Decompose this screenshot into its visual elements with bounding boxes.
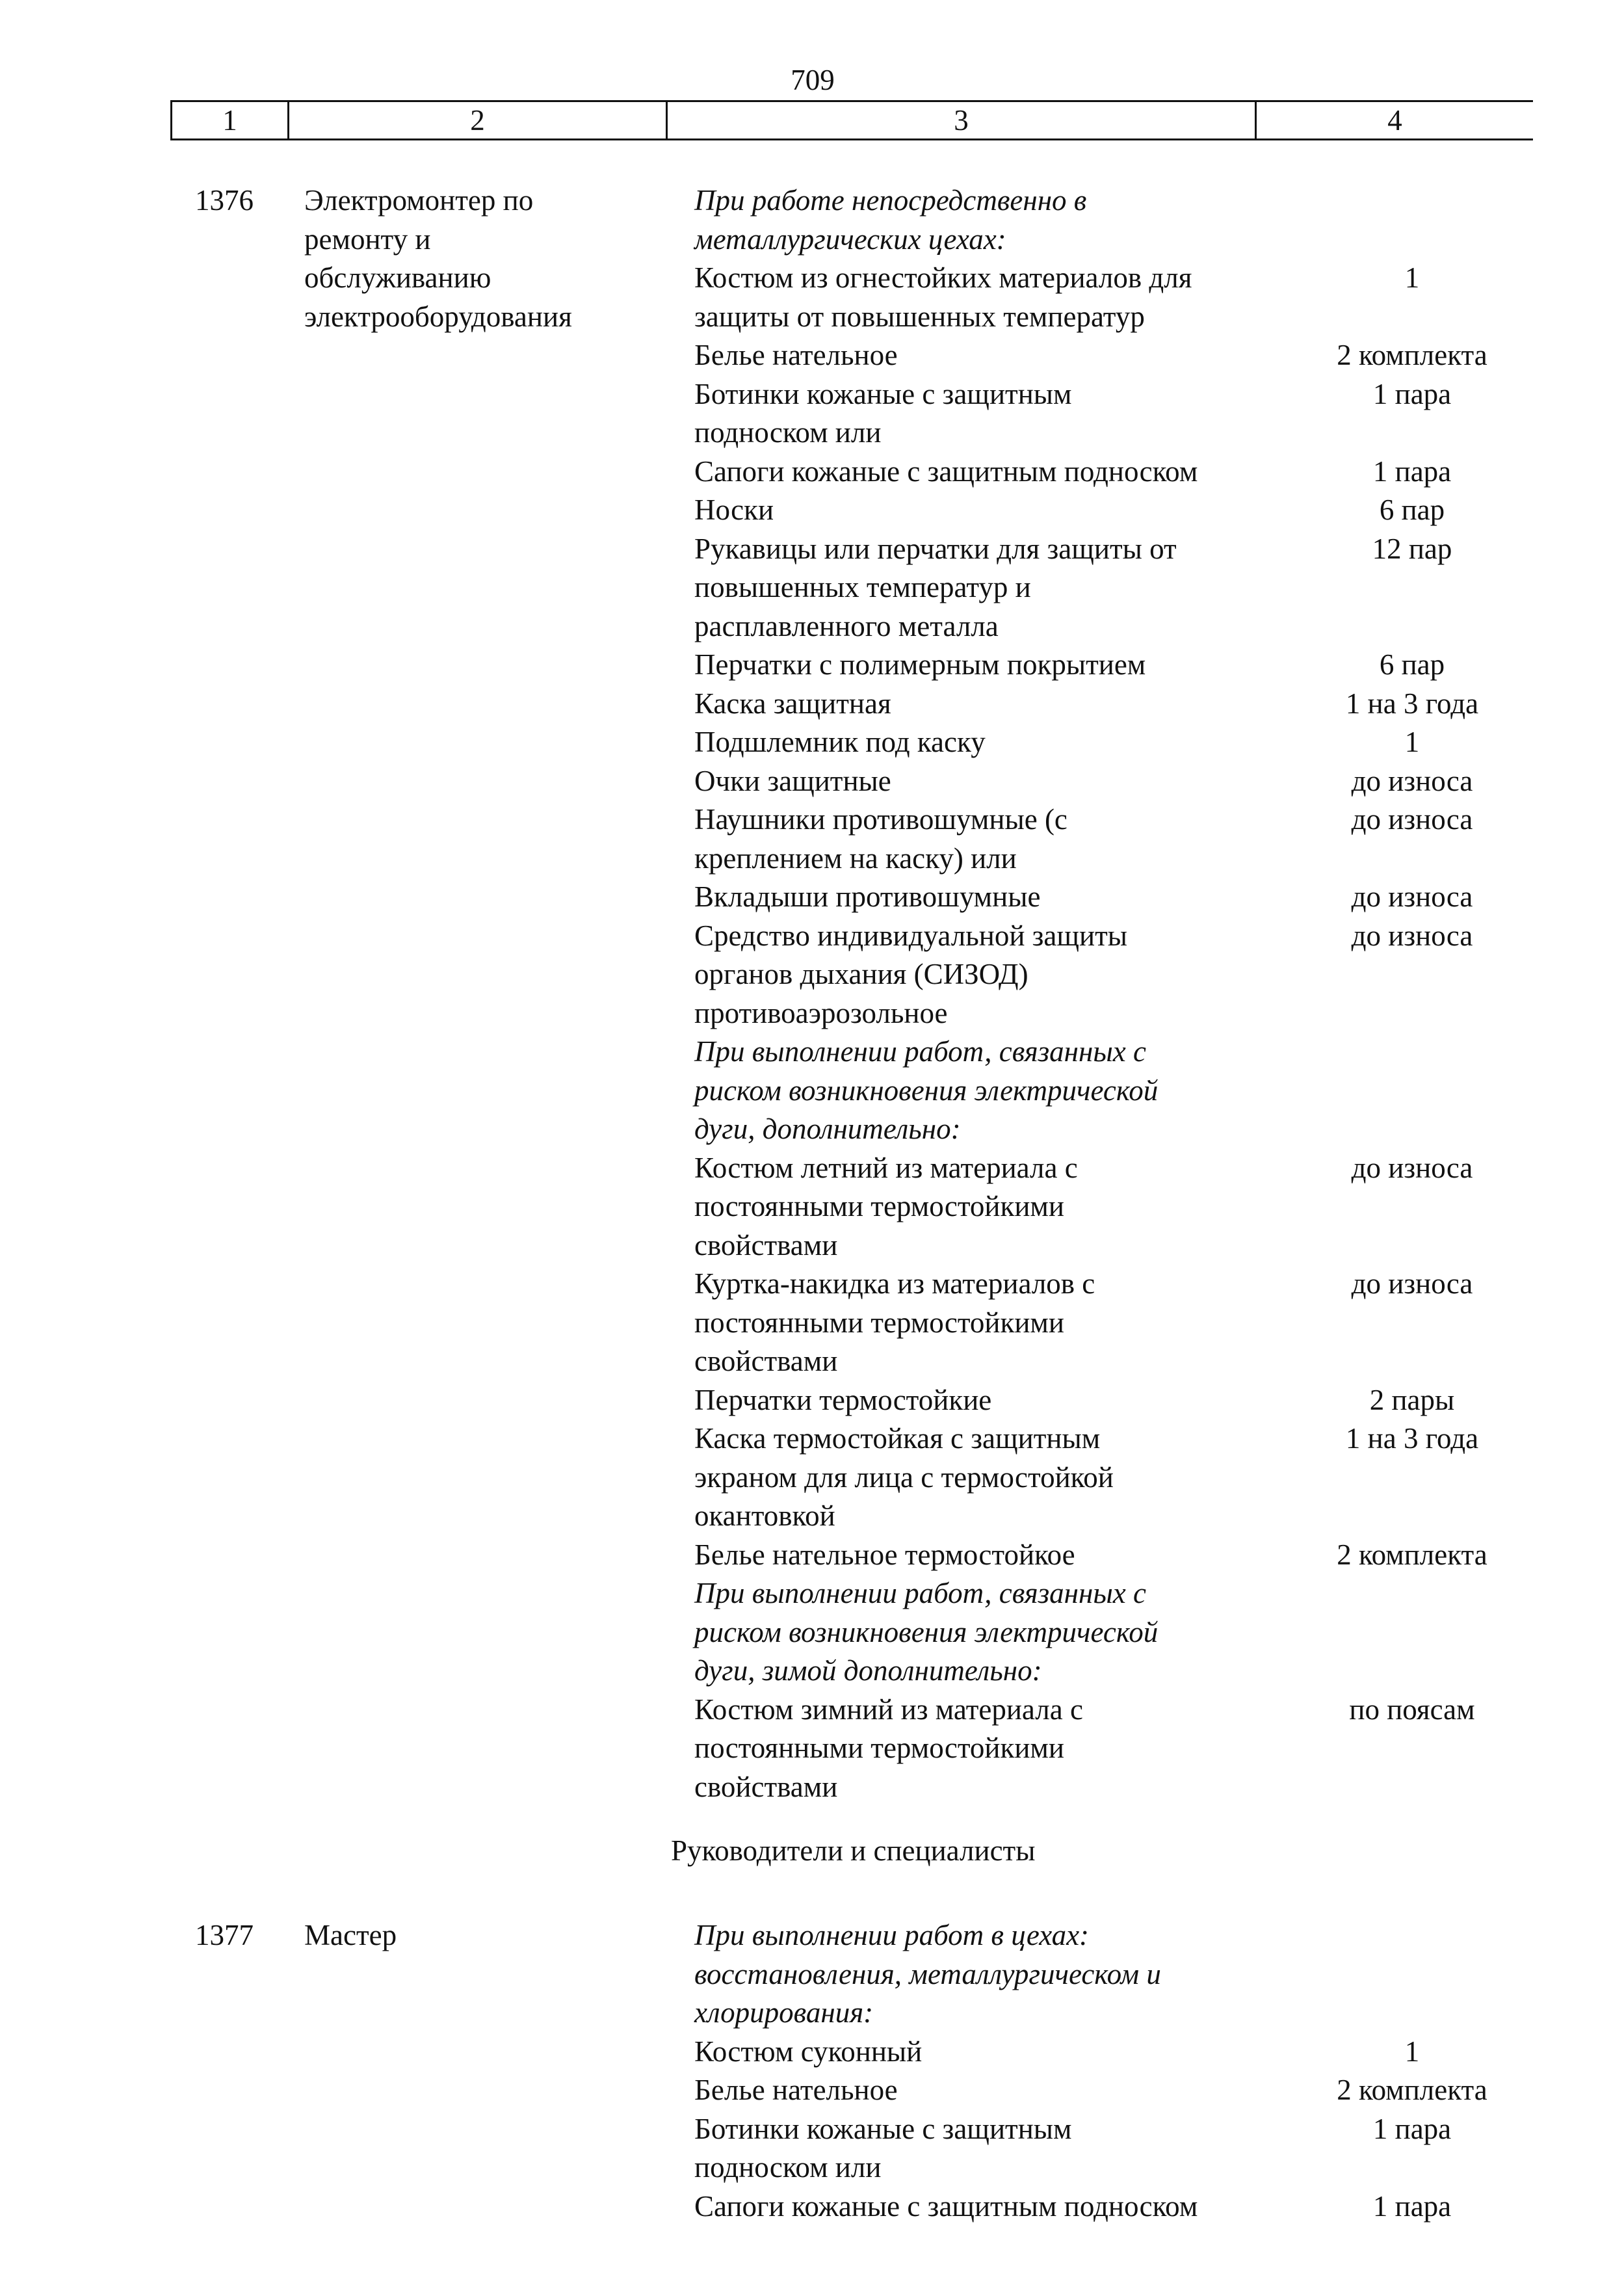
item-name-line: Белье нательное (694, 2074, 898, 2106)
item-norm: 12 пар (1372, 532, 1452, 565)
item-norm: 1 пара (1372, 377, 1452, 410)
item-name-line: расплавленного металла (694, 609, 999, 642)
profession-line: Мастер (304, 1919, 397, 1951)
item-norm: 1 пара (1372, 455, 1452, 488)
item-name-line: постоянными термостойкими (694, 1190, 1064, 1222)
item-name-line: Каска защитная (694, 687, 891, 720)
item-name-line: свойствами (694, 1770, 838, 1803)
item-name-line: Подшлемник под каску (694, 726, 986, 758)
condition-heading-line: риском возникновения электрической (694, 1615, 1159, 1648)
item-name-line: противоаэрозольное (694, 996, 948, 1029)
item-name-line: Носки (694, 494, 774, 526)
condition-heading-line: риском возникновения электрической (694, 1074, 1159, 1107)
item-name-line: защиты от повышенных температур (694, 300, 1145, 333)
profession-line: Электромонтер по (304, 184, 534, 217)
item-name-line: Очки защитные (694, 764, 891, 797)
condition-heading-line: восстановления, металлургическом и (694, 1957, 1161, 1990)
item-name-line: подноском или (694, 2151, 882, 2184)
item-norm: 6 пар (1379, 494, 1445, 526)
header-col-4: 4 (1387, 104, 1402, 137)
item-name-line: Вкладыши противошумные (694, 880, 1041, 913)
item-norm: до износа (1351, 1267, 1473, 1300)
item-norm: 1 на 3 года (1345, 687, 1479, 720)
condition-heading-line: При выполнении работ в цехах: (694, 1919, 1090, 1951)
item-norm: 1 (1404, 726, 1420, 758)
condition-heading-line: При работе непосредственно в (694, 184, 1087, 217)
profession-line: ремонту и (304, 222, 431, 256)
item-norm: до износа (1351, 919, 1473, 952)
item-norm: до износа (1351, 880, 1473, 913)
condition-heading-line: При выполнении работ, связанных с (694, 1577, 1146, 1609)
item-norm: по поясам (1349, 1693, 1475, 1726)
item-norm: 2 пары (1369, 1383, 1455, 1416)
row-number: 1376 (195, 184, 254, 217)
profession-line: обслуживанию (304, 261, 491, 294)
item-name-line: свойствами (694, 1345, 838, 1377)
item-name-line: Сапоги кожаные с защитным подноском (694, 2189, 1198, 2223)
item-name-line: Перчатки с полимерным покрытием (694, 648, 1146, 681)
condition-heading-line: дуги, зимой дополнительно: (694, 1654, 1042, 1687)
header-col-3: 3 (954, 104, 969, 137)
item-name-line: Наушники противошумные (с (694, 803, 1067, 836)
item-name-line: Перчатки термостойкие (694, 1383, 992, 1416)
item-name-line: Костюм из огнестойких материалов для (694, 261, 1192, 294)
item-name-line: окантовкой (694, 1499, 835, 1532)
item-name-line: Куртка-накидка из материалов с (694, 1267, 1095, 1300)
condition-heading-line: дуги, дополнительно: (694, 1113, 961, 1145)
item-norm: 1 пара (1372, 2189, 1452, 2223)
item-name-line: свойствами (694, 1228, 838, 1261)
item-norm: 1 (1404, 261, 1420, 294)
item-name-line: повышенных температур и (694, 571, 1031, 603)
item-norm: 2 комплекта (1337, 2074, 1487, 2106)
item-name-line: Ботинки кожаные с защитным (694, 377, 1072, 410)
row-number: 1377 (195, 1919, 254, 1951)
condition-heading-line: металлургических цехах: (694, 222, 1006, 256)
table-header (170, 100, 1533, 140)
item-name-line: постоянными термостойкими (694, 1732, 1064, 1764)
page-number: 709 (791, 64, 835, 96)
item-name-line: органов дыхания (СИЗОД) (694, 958, 1028, 990)
item-norm: 1 пара (1372, 2112, 1452, 2145)
item-name-line: Рукавицы или перчатки для защиты от (694, 532, 1177, 565)
item-norm: 6 пар (1379, 648, 1445, 681)
item-norm: 2 комплекта (1337, 1538, 1487, 1571)
item-name-line: Средство индивидуальной защиты (694, 919, 1128, 952)
item-norm: до износа (1351, 1151, 1473, 1184)
item-name-line: Ботинки кожаные с защитным (694, 2112, 1072, 2145)
item-name-line: креплением на каску) или (694, 841, 1017, 875)
item-name-line: Костюм суконный (694, 2035, 923, 2068)
item-name-line: Белье нательное термостойкое (694, 1538, 1075, 1571)
item-name-line: экраном для лица с термостойкой (694, 1460, 1114, 1494)
item-name-line: постоянными термостойкими (694, 1306, 1064, 1339)
item-name-line: подноском или (694, 416, 882, 449)
header-col-1: 1 (222, 104, 237, 137)
item-norm: до износа (1351, 803, 1473, 836)
item-name-line: Костюм летний из материала с (694, 1151, 1078, 1184)
item-norm: 1 (1404, 2035, 1420, 2068)
profession-line: электрооборудования (304, 300, 572, 333)
item-norm: 1 на 3 года (1345, 1422, 1479, 1455)
item-norm: 2 комплекта (1337, 339, 1487, 371)
section-title: Руководители и специалисты (671, 1834, 1036, 1867)
header-col-2: 2 (470, 104, 485, 137)
condition-heading-line: хлорирования: (694, 1996, 874, 2029)
item-name-line: Каска термостойкая с защитным (694, 1422, 1101, 1455)
item-name-line: Костюм зимний из материала с (694, 1693, 1083, 1726)
item-norm: до износа (1351, 764, 1473, 797)
item-name-line: Белье нательное (694, 339, 898, 371)
item-name-line: Сапоги кожаные с защитным подноском (694, 455, 1198, 488)
condition-heading-line: При выполнении работ, связанных с (694, 1035, 1146, 1068)
